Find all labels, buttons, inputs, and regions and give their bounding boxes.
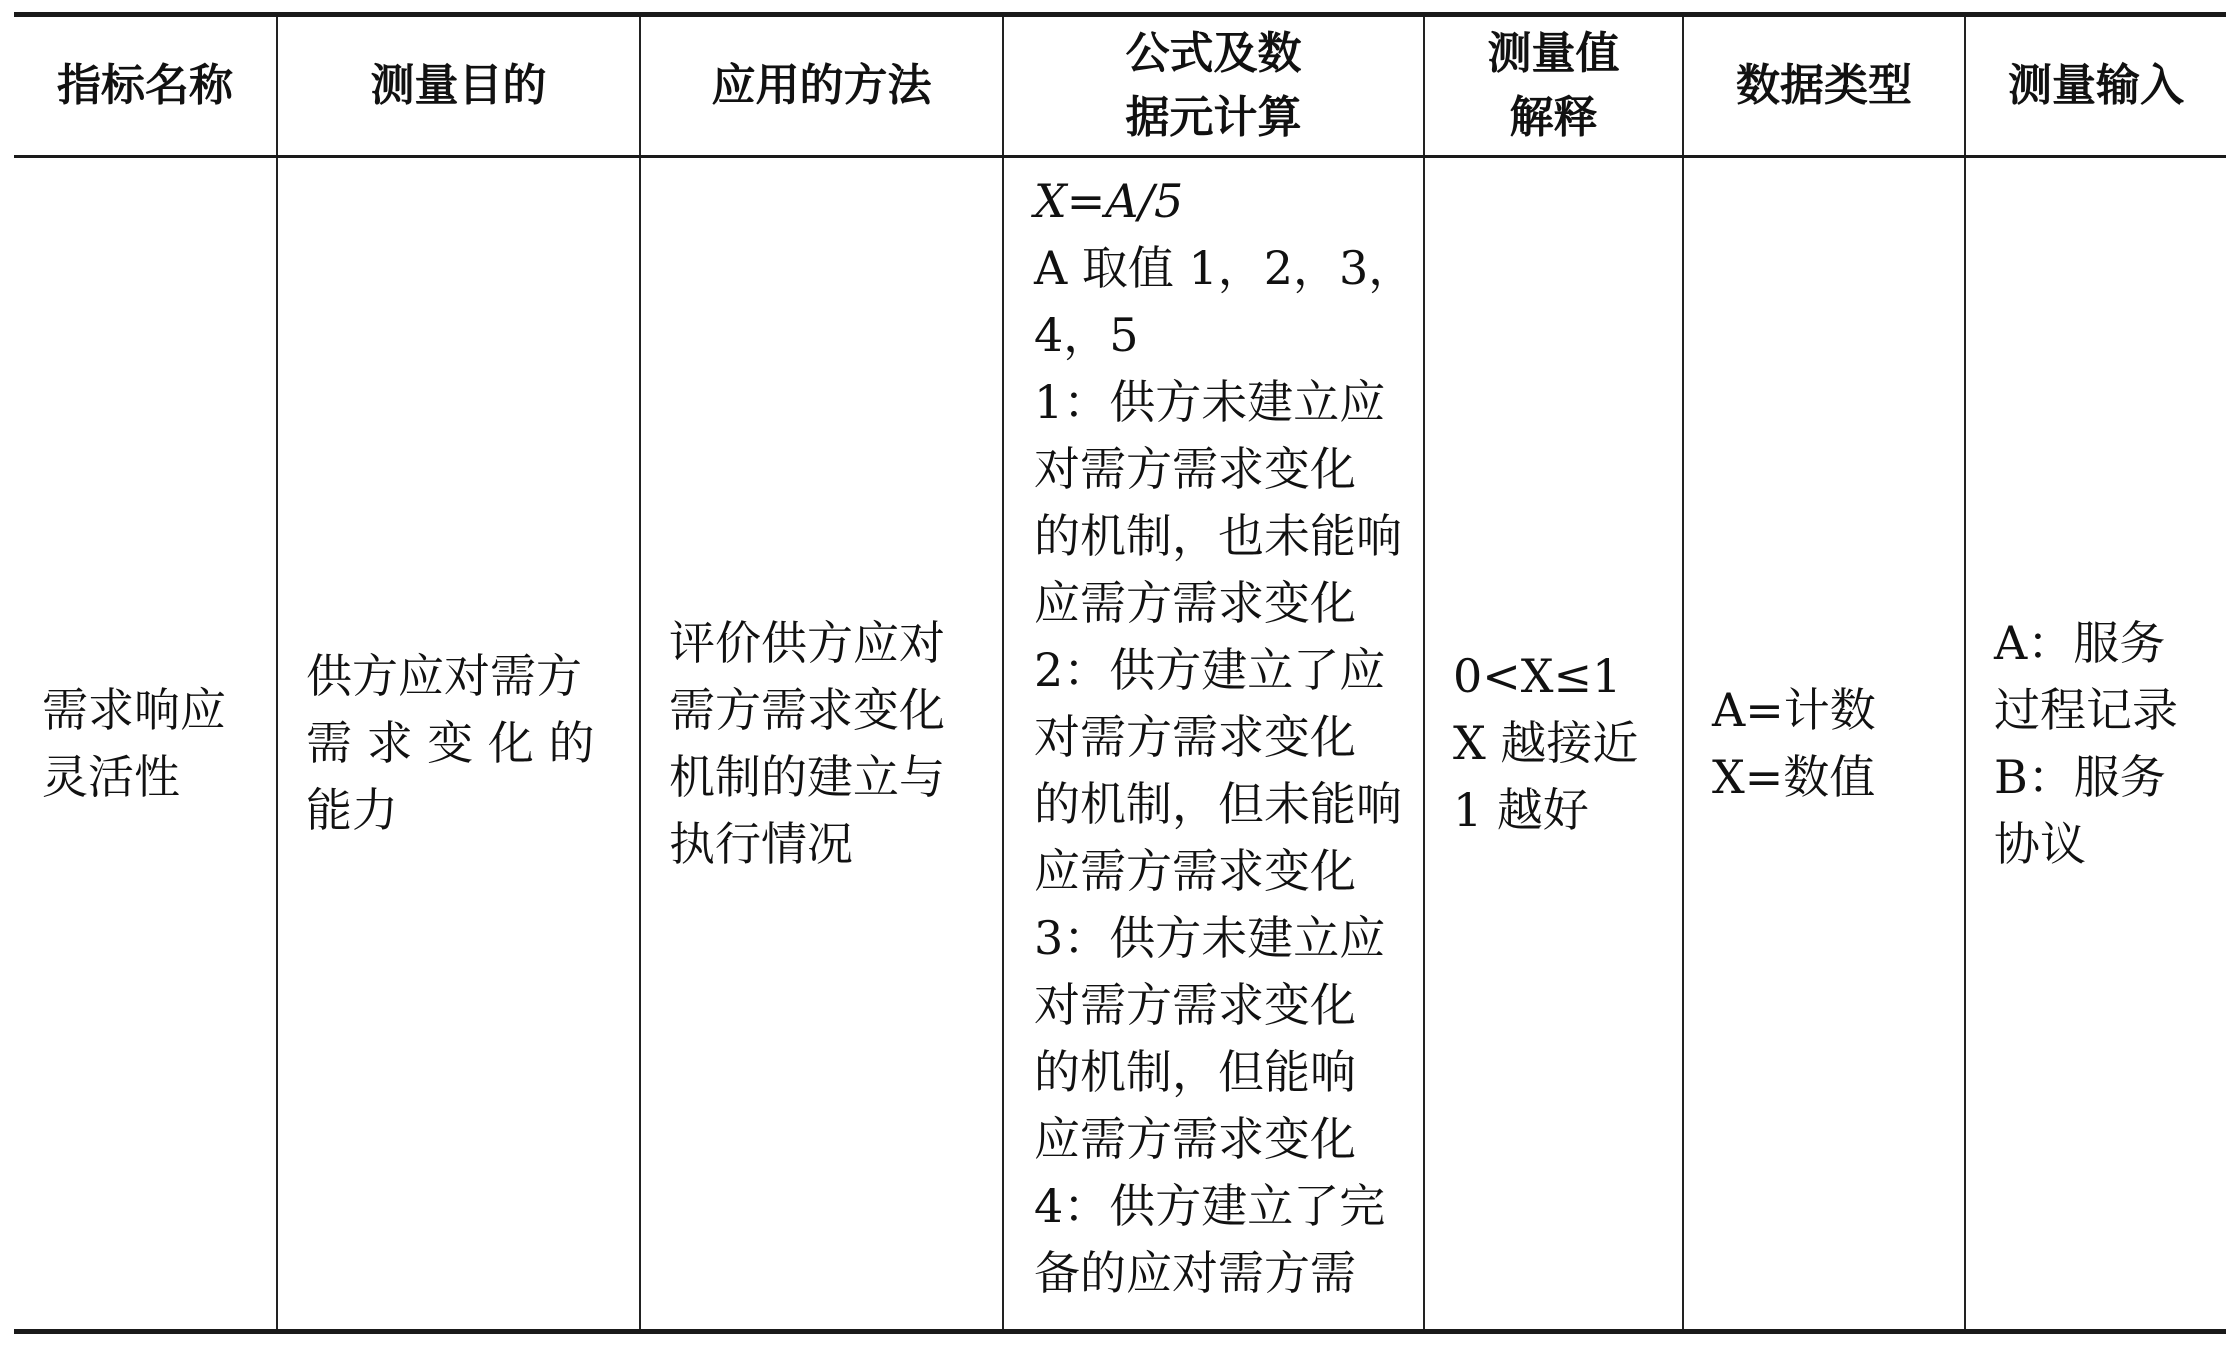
header-formula: 公式及数 据元计算 xyxy=(1003,15,1424,157)
cell-indicator-name: 需求响应 灵活性 xyxy=(14,157,277,1332)
table-row xyxy=(14,157,2226,1332)
table-header-row xyxy=(14,15,2226,157)
cell-method-applied: 评价供方应对 需方需求变化 机制的建立与 执行情况 xyxy=(640,157,1003,1332)
measurement-table xyxy=(14,12,2226,1334)
header-measurement-input: 测量输入 xyxy=(1965,15,2226,157)
measurement-table-container xyxy=(14,12,2226,1334)
cell-measurement-input: A：服务 过程记录 B：服务 协议 xyxy=(1965,157,2226,1332)
header-method-applied: 应用的方法 xyxy=(640,15,1003,157)
header-value-interpretation: 测量值 解释 xyxy=(1424,15,1683,157)
cell-data-type: A=计数 X=数值 xyxy=(1683,157,1965,1332)
cell-value-interpretation: 0<X≤1 X 越接近 1 越好 xyxy=(1424,157,1683,1332)
cell-formula: X=A/5 A 取值 1，2，3， 4，5 1：供方未建立应 对需方需求变化 的机制，也未能响 应需方需求变化 2：供方建立了应 对需方需求变化 的机制，但未能响 应需方需求变化 3：供方未建立应 对需方需求变化 的机制，但能响 应需方需求变化 4：供方建立了完 备的应对需方需 xyxy=(1003,157,1424,1332)
header-measurement-purpose: 测量目的 xyxy=(277,15,640,157)
header-data-type: 数据类型 xyxy=(1683,15,1965,157)
cell-measurement-purpose: 供方应对需方 需 求 变 化 的 能力 xyxy=(277,157,640,1332)
header-indicator-name: 指标名称 xyxy=(14,15,277,157)
